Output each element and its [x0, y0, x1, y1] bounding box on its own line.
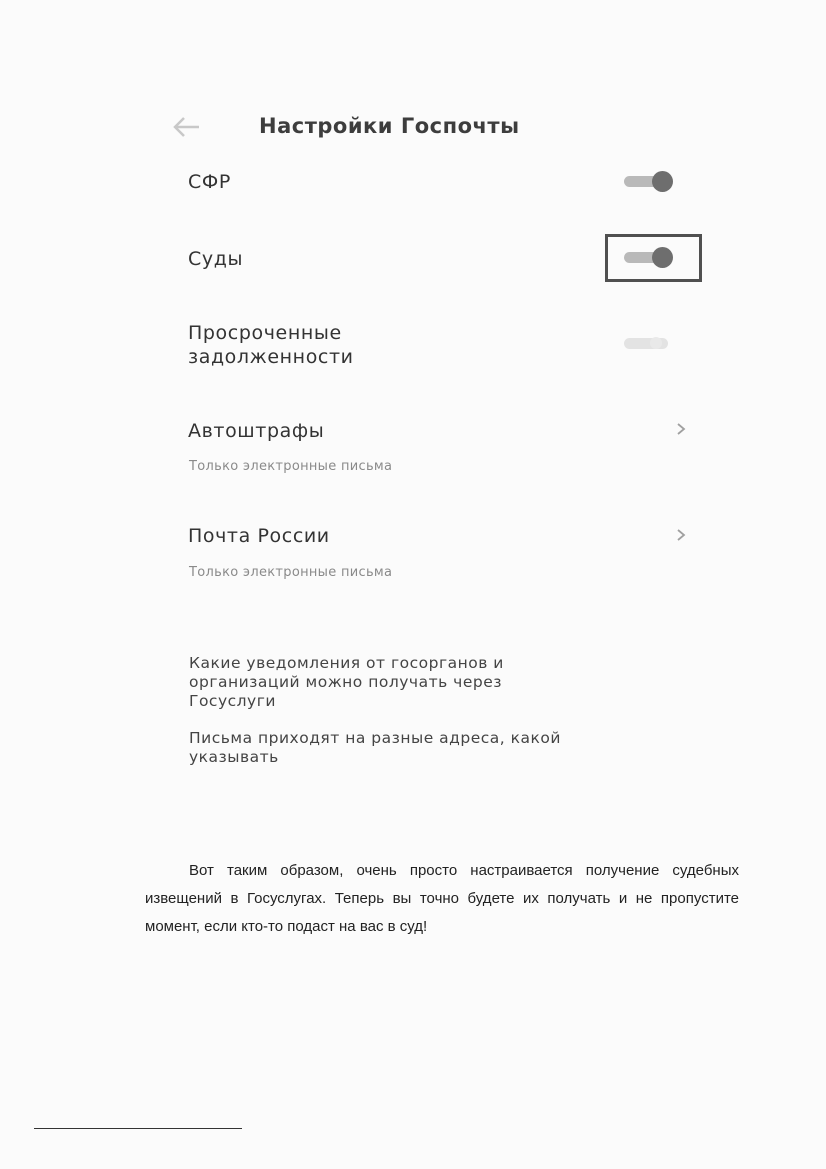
- toggle-sfr[interactable]: [620, 170, 678, 192]
- setting-label-overdue-line1: Просроченные: [188, 322, 342, 344]
- setting-label-courts: Суды: [188, 248, 244, 270]
- toggle-knob: [652, 247, 673, 268]
- body-paragraph: Вот таким образом, очень просто настраивается получение судебных извещений в Госуслугах. Теперь вы точно будете их получать и не пропустите момент, если кто-то подаст на вас в суд!: [145, 862, 739, 935]
- setting-label-sfr: СФР: [188, 171, 231, 193]
- toggle-knob: [650, 337, 662, 349]
- toggle-courts[interactable]: [620, 246, 678, 268]
- info-line: Госуслуги: [189, 692, 276, 710]
- page-title: Настройки Госпочты: [259, 114, 520, 138]
- chevron-right-icon[interactable]: [674, 421, 688, 437]
- setting-label-overdue-line2: задолженности: [188, 346, 354, 368]
- info-line: Какие уведомления от госорганов и: [189, 654, 504, 672]
- info-line: организаций можно получать через: [189, 673, 502, 691]
- info-line: Письма приходят на разные адреса, какой: [189, 729, 561, 747]
- setting-subtitle-autofines: Только электронные письма: [189, 459, 393, 474]
- footnote-divider: [34, 1128, 242, 1129]
- chevron-right-icon[interactable]: [674, 527, 688, 543]
- setting-label-autofines[interactable]: Автоштрафы: [188, 420, 325, 442]
- info-notifications-link[interactable]: [189, 654, 689, 711]
- info-line: указывать: [189, 748, 279, 766]
- setting-label-russian-post[interactable]: Почта России: [188, 525, 330, 547]
- toggle-overdue[interactable]: [620, 332, 678, 354]
- setting-subtitle-russian-post: Только электронные письма: [189, 565, 393, 580]
- info-addresses-link[interactable]: [189, 729, 689, 767]
- toggle-knob: [652, 171, 673, 192]
- arrow-left-icon[interactable]: [170, 113, 202, 141]
